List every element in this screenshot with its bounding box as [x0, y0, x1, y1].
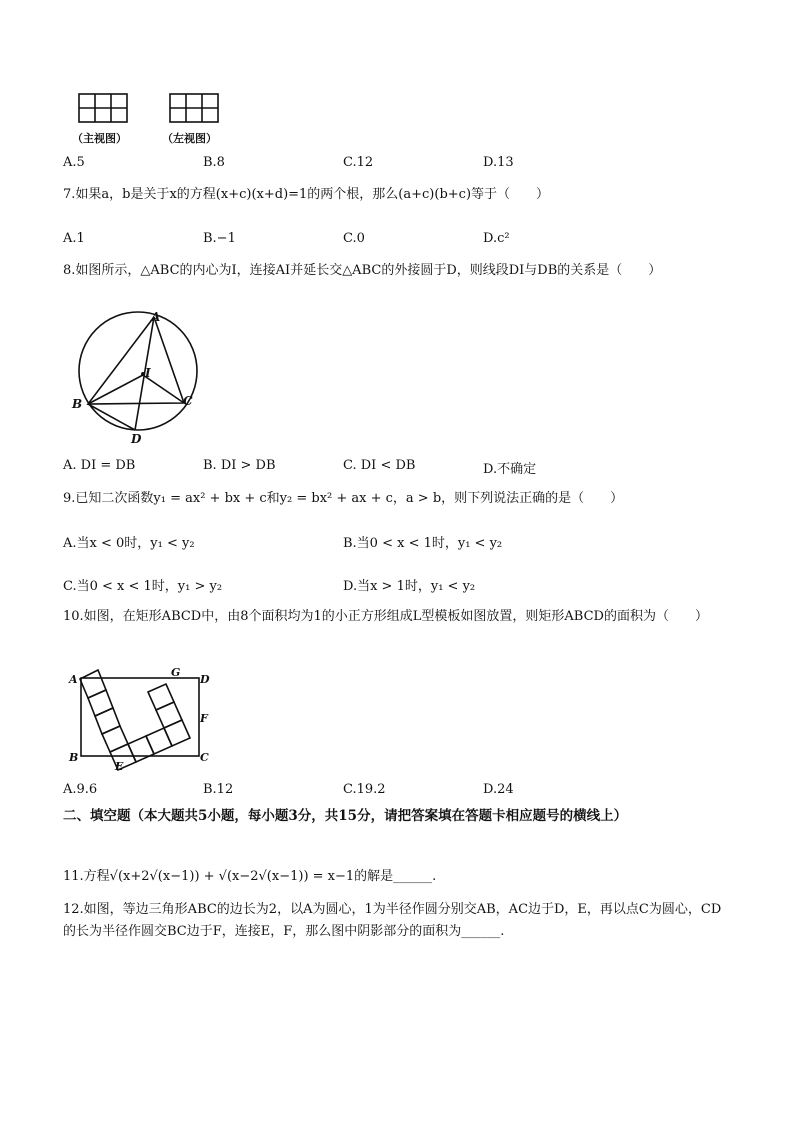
q6-option-a: A.5	[63, 155, 85, 170]
q7-stem: 7.如果a，b是关于x的方程(x+c)(x+d)=1的两个根，那么(a+c)(b+c)等于（ ）	[63, 187, 550, 202]
q9-option-c: C.当0 < x < 1时，y₁ > y₂	[63, 579, 223, 594]
q7-option-a: A.1	[63, 231, 85, 246]
q9-option-d: D.当x > 1时，y₁ < y₂	[343, 579, 476, 594]
front-view-caption: （主视图）	[72, 132, 127, 145]
q10-rectangle-figure	[66, 664, 216, 774]
q11-stem: 11.方程√(x+2√(x−1)) + √(x−2√(x−1)) = x−1的解是______.	[63, 869, 437, 884]
q8-label-c: C	[183, 394, 193, 408]
q10-label-c: C	[200, 751, 209, 764]
front-view-figure	[77, 92, 131, 124]
q8-label-b: B	[72, 397, 83, 411]
q10-label-d: D	[200, 673, 210, 686]
q6-option-b: B.8	[203, 155, 225, 170]
q10-option-c: C.19.2	[343, 782, 386, 797]
q8-option-a: A. DI = DB	[63, 458, 136, 473]
q6-option-c: C.12	[343, 155, 374, 170]
q10-label-f: F	[200, 712, 208, 725]
q10-stem: 10.如图，在矩形ABCD中，由8个面积均为1的小正方形组成L型模板如图放置，则矩形ABCD的面积为（ ）	[63, 609, 708, 624]
q10-label-g: G	[171, 666, 181, 679]
q8-label-a: A	[151, 310, 161, 324]
q7-option-d: D.c²	[483, 231, 510, 246]
q10-option-d: D.24	[483, 782, 514, 797]
q10-label-b: B	[69, 751, 79, 764]
q8-option-b: B. DI > DB	[203, 458, 276, 473]
q8-circle-figure	[62, 308, 202, 448]
q6-option-d: D.13	[483, 155, 514, 170]
q7-option-b: B.−1	[203, 231, 236, 246]
q7-option-c: C.0	[343, 231, 365, 246]
q8-label-d: D	[131, 432, 142, 446]
q10-label-e: E	[115, 760, 124, 773]
q9-option-b: B.当0 < x < 1时，y₁ < y₂	[343, 536, 503, 551]
q8-stem: 8.如图所示，△ABC的内心为I，连接AI并延长交△ABC的外接圆于D，则线段DI与DB的关系是（ ）	[63, 263, 662, 278]
q10-option-a: A.9.6	[63, 782, 98, 797]
left-view-caption: （左视图）	[162, 132, 217, 145]
q9-stem: 9.已知二次函数y₁ = ax² + bx + c和y₂ = bx² + ax + c，a > b，则下列说法正确的是（ ）	[63, 491, 624, 506]
section-2-title: 二、填空题（本大题共5小题，每小题3分，共15分，请把答案填在答题卡相应题号的横线上）	[63, 808, 628, 824]
q10-option-b: B.12	[203, 782, 234, 797]
q10-label-a: A	[69, 673, 78, 686]
left-view-figure	[168, 92, 222, 124]
q12-stem: 12.如图，等边三角形ABC的边长为2，以A为圆心，1为半径作圆分别交AB，AC边于D，E，再以点C为圆心，CD的长为半径作圆交BC边于F，连接E，F，那么图中阴影部分的面积为______.	[63, 902, 722, 939]
q8-label-i: I	[145, 366, 151, 380]
q8-option-c: C. DI < DB	[343, 458, 416, 473]
q9-option-a: A.当x < 0时，y₁ < y₂	[63, 536, 195, 551]
q8-option-d: D.不确定	[483, 462, 537, 477]
